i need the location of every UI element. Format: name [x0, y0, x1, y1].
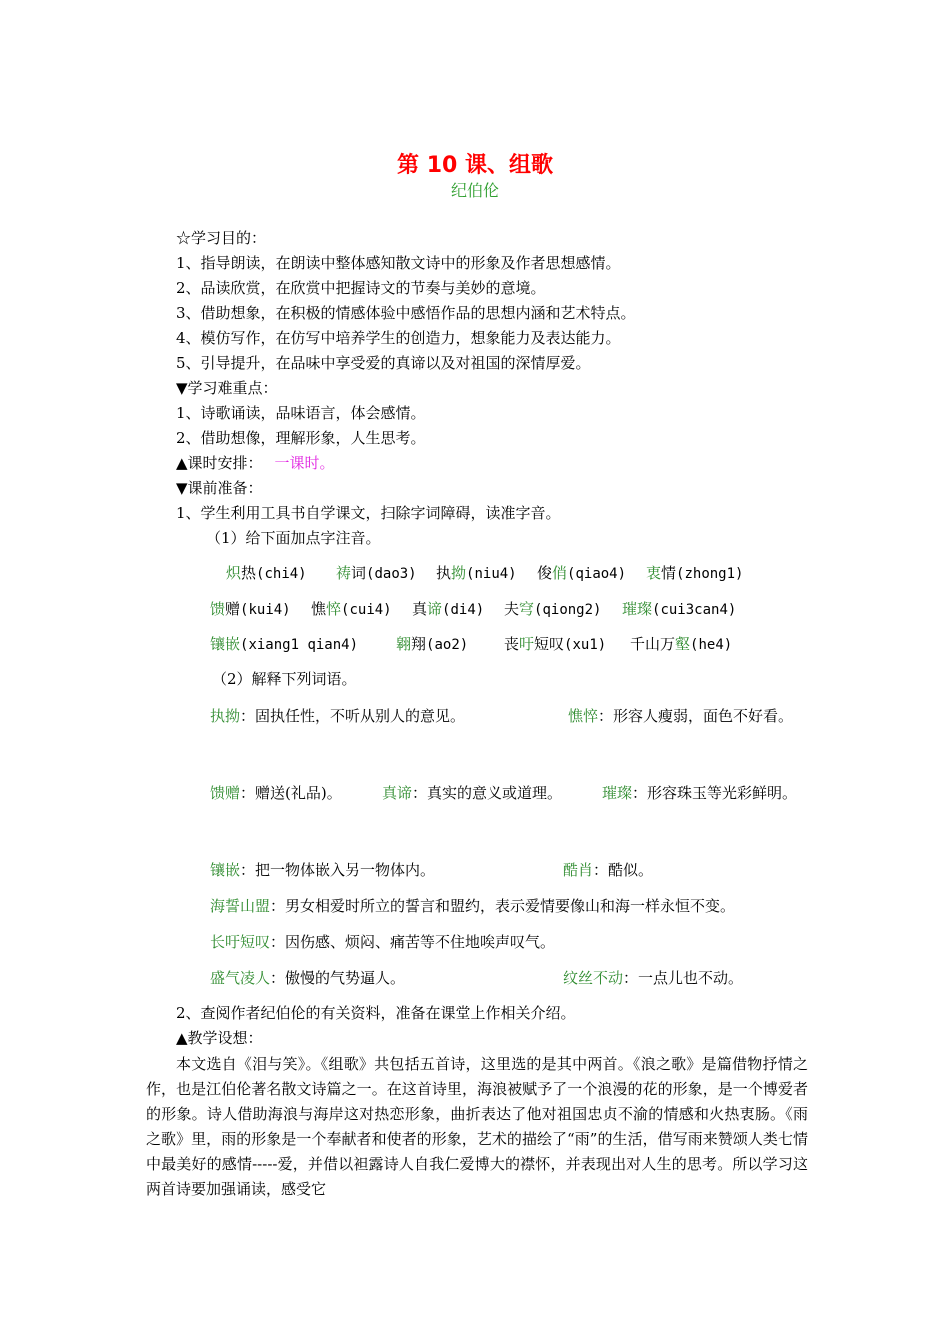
- schedule-label: ▲课时安排：: [176, 454, 263, 472]
- definition: 盛气凌人：傲慢的气势逼人。: [210, 969, 406, 987]
- definition: 真谛：真实的意义或道理。: [382, 784, 563, 802]
- goals-heading: ☆学习目的：: [176, 229, 267, 247]
- schedule-value: 一课时。: [274, 454, 335, 472]
- difficulty-item: 2、借助想像，理解形象，人生思考。: [176, 429, 426, 447]
- goal-item: 3、借助想象，在积极的情感体验中感悟作品的思想内涵和艺术特点。: [176, 304, 636, 322]
- definition: 憔悴：形容人瘦弱，面色不好看。: [568, 707, 794, 725]
- author-name: 纪伯伦: [450, 181, 499, 200]
- goal-item: 5、引导提升，在品味中享受爱的真谛以及对祖国的深情厚爱。: [176, 354, 591, 372]
- difficulty-heading: ▼学习难重点：: [176, 379, 278, 397]
- design-paragraph: 本文选自《泪与笑》。《组歌》共包括五首诗，这里选的是其中两首。《浪之歌》是篇借物抒情之作，也是江伯伦著名散文诗篇之一。在这首诗里，海浪被赋予了一个浪漫的花的形象，是一个博爱者的形象。诗人借助海浪与海岸这对热恋形象，曲折表达了他对祖国忠贞不渝的情感和火热衷肠。《雨之歌》里，雨的形象是一个奉献者和使者的形象，艺术的描绘了“雨”的生活，借写雨来赞颂人类七情中最美好的感情-----爱，并借以袒露诗人自我仁爱博大的襟怀，并表现出对人生的思考。所以学习这两首诗要加强诵读，感受它: [146, 1055, 808, 1198]
- design-heading: ▲教学设想：: [176, 1029, 263, 1047]
- definition: 海誓山盟：男女相爱时所立的誓言和盟约，表示爱情要像山和海一样永恒不变。: [210, 897, 736, 915]
- pinyin-entry: 执拗(niu4): [436, 564, 517, 582]
- pinyin-entry: 俊俏(qiao4): [537, 564, 627, 582]
- pinyin-entry: 璀璨(cui3can4): [622, 600, 737, 618]
- pinyin-entry: 真谛(di4): [412, 600, 485, 618]
- pinyin-entry: 炽热(chi4): [226, 564, 307, 582]
- definition: 璀璨：形容珠玉等光彩鲜明。: [602, 784, 798, 802]
- prep-item-2: 2、查阅作者纪伯伦的有关资料，准备在课堂上作相关介绍。: [176, 1004, 576, 1022]
- prep-sub-2: （2）解释下列词语。: [212, 670, 357, 688]
- page-title: 第 10 课、组歌: [397, 153, 553, 178]
- pinyin-entry: 馈赠(kui4): [210, 600, 291, 618]
- goal-item: 2、品读欣赏，在欣赏中把握诗文的节奏与美妙的意境。: [176, 279, 546, 297]
- definition: 馈赠：赠送(礼品)。: [210, 784, 342, 802]
- prep-sub-1: （1）给下面加点字注音。: [206, 529, 381, 547]
- pinyin-entry: 翱翔(ao2): [396, 635, 469, 653]
- pinyin-entry: 衷情(zhong1): [646, 564, 744, 582]
- prep-item-1: 1、学生利用工具书自学课文，扫除字词障碍，读准字音。: [176, 504, 561, 522]
- pinyin-entry: 丧吁短叹(xu1): [504, 635, 607, 653]
- schedule-line: [176, 453, 335, 473]
- prep-heading: ▼课前准备：: [176, 479, 263, 497]
- goal-item: 1、指导朗读，在朗读中整体感知散文诗中的形象及作者思想感情。: [176, 254, 621, 272]
- pinyin-entry: 镶嵌(xiang1 qian4): [210, 635, 359, 653]
- definition: 镶嵌：把一物体嵌入另一物体内。: [210, 861, 436, 879]
- pinyin-entry: 夫穹(qiong2): [504, 600, 602, 618]
- definition: 长吁短叹：因伤感、烦闷、痛苦等不住地唉声叹气。: [210, 933, 556, 951]
- pinyin-entry: 憔悴(cui4): [311, 600, 392, 618]
- definition: 酷肖：酷似。: [563, 861, 654, 879]
- pinyin-entry: 祷词(dao3): [336, 564, 417, 582]
- goal-item: 4、模仿写作，在仿写中培养学生的创造力，想象能力及表达能力。: [176, 329, 621, 347]
- definition: 纹丝不动：一点儿也不动。: [563, 969, 744, 987]
- definition: 执拗：固执任性，不听从别人的意见。: [210, 707, 466, 725]
- pinyin-entry: 千山万壑(he4): [630, 635, 733, 653]
- difficulty-item: 1、诗歌诵读，品味语言，体会感情。: [176, 404, 426, 422]
